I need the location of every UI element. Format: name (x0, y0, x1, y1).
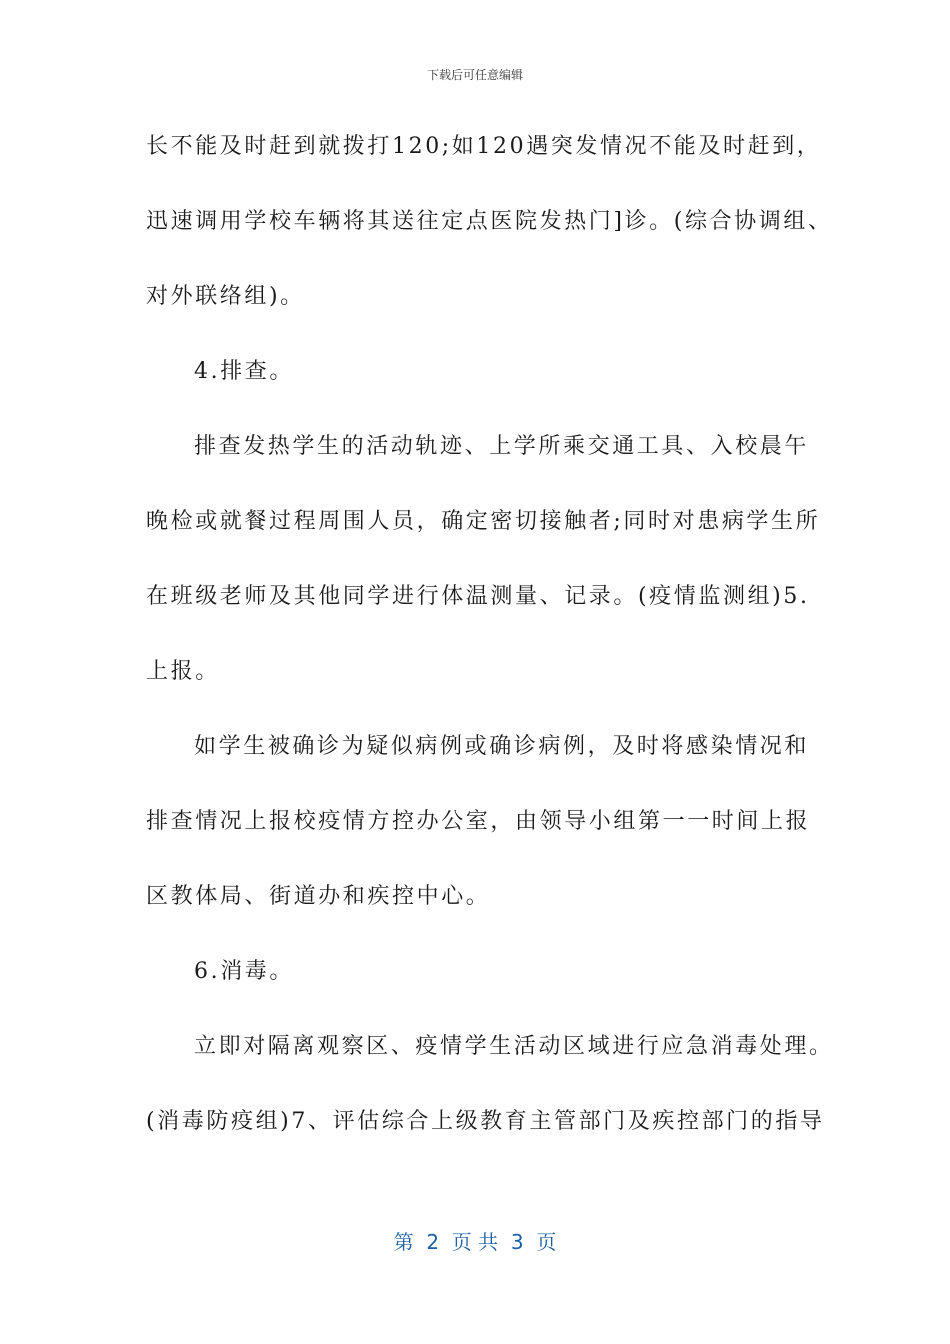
body-line: 立即对隔离观察区、疫情学生活动区域进行应急消毒处理。 (194, 1034, 834, 1059)
section-heading: 6.消毒。 (194, 959, 294, 984)
page-number-footer: 第 2 页 共 3 页 (393, 1230, 557, 1254)
body-line: 区教体局、街道办和疾控中心。 (146, 884, 491, 909)
document-body (146, 122, 834, 1172)
body-line: (消毒防疫组)7、评估综合上级教育主管部门及疾控部门的指导 (146, 1109, 825, 1134)
body-line: 晚检或就餐过程周围人员，确定密切接触者;同时对患病学生所 (146, 509, 821, 534)
section-heading: 上报。 (146, 659, 220, 684)
body-line: 排查情况上报校疫情方控办公室，由领导小组第一一时间上报 (146, 809, 811, 834)
page-header: 下载后可任意编辑 (426, 68, 523, 82)
body-line: 长不能及时赶到就拨打120;如120遇突发情况不能及时赶到， (146, 134, 822, 159)
body-line: 如学生被确诊为疑似病例或确诊病例，及时将感染情况和 (194, 734, 810, 759)
body-line: 迅速调用学校车辆将其送往定点医院发热门]诊。(综合协调组、 (146, 209, 833, 234)
body-line: 对外联络组)。 (146, 284, 305, 309)
body-line: 排查发热学生的活动轨迹、上学所乘交通工具、入校晨午 (194, 434, 810, 459)
body-line: 在班级老师及其他同学进行体温测量、记录。(疫情监测组)5. (146, 584, 810, 609)
section-heading: 4.排查。 (194, 359, 294, 384)
